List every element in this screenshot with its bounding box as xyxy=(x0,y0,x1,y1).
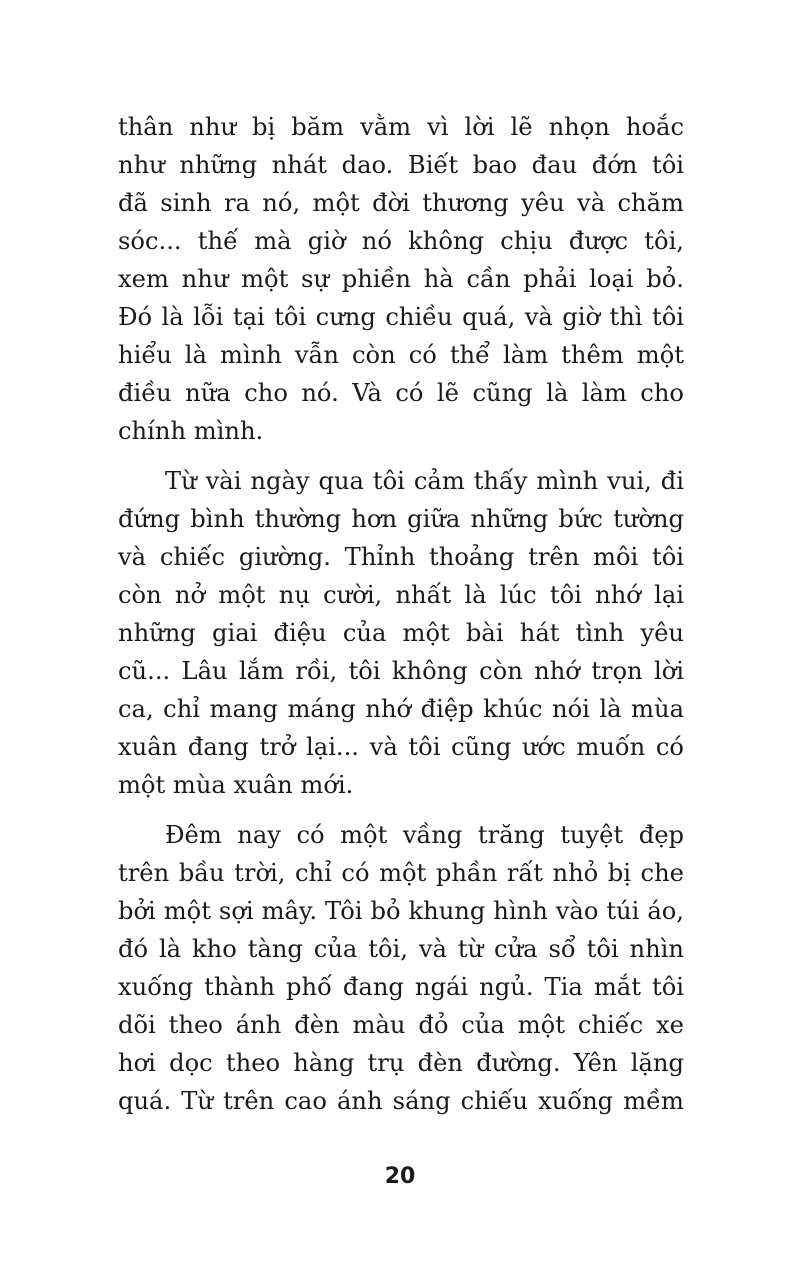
text-line: hiểu là mình vẫn còn có thể làm thêm một xyxy=(118,341,684,369)
text-line: quá. Từ trên cao ánh sáng chiếu xuống mềm xyxy=(118,1087,684,1115)
text-line: cũ... Lâu lắm rồi, tôi không còn nhớ trọn lời xyxy=(118,657,684,685)
page-number: 20 xyxy=(384,1164,416,1189)
text-line: sóc... thế mà giờ nó không chịu được tôi, xyxy=(118,227,684,255)
paragraph-gap xyxy=(118,804,684,816)
text-line: chính mình. xyxy=(118,417,264,445)
text-line: thân như bị băm vằm vì lời lẽ nhọn hoắc xyxy=(118,113,684,141)
text-line: còn nở một nụ cười, nhất là lúc tôi nhớ lại xyxy=(118,581,684,609)
text-line: ca, chỉ mang máng nhớ điệp khúc nói là mùa xyxy=(118,695,684,723)
text-line: đó là kho tàng của tôi, và từ cửa sổ tôi nhìn xyxy=(118,935,684,963)
text-line: Đêm nay có một vầng trăng tuyệt đẹp xyxy=(165,821,684,849)
text-line: hơi dọc theo hàng trụ đèn đường. Yên lặng xyxy=(118,1049,684,1077)
text-line: xuân đang trở lại... và tôi cũng ước muốn có xyxy=(118,733,684,761)
text-line: và chiếc giường. Thỉnh thoảng trên môi tôi xyxy=(118,543,684,571)
paragraph-gap xyxy=(118,450,684,462)
text-line: một mùa xuân mới. xyxy=(118,771,354,799)
text-line: dõi theo ánh đèn màu đỏ của một chiếc xe xyxy=(118,1011,684,1039)
text-line: xuống thành phố đang ngái ngủ. Tia mắt tôi xyxy=(118,973,684,1001)
text-line: đã sinh ra nó, một đời thương yêu và chăm xyxy=(118,189,684,217)
text-line: Đó là lỗi tại tôi cưng chiều quá, và giờ thì tôi xyxy=(118,303,684,331)
body-text xyxy=(118,108,684,1120)
text-line: điều nữa cho nó. Và có lẽ cũng là làm cho xyxy=(118,379,684,407)
text-line: xem như một sự phiền hà cần phải loại bỏ. xyxy=(118,265,684,293)
text-line: bởi một sợi mây. Tôi bỏ khung hình vào túi áo, xyxy=(118,897,684,925)
text-line: Từ vài ngày qua tôi cảm thấy mình vui, đi xyxy=(165,467,684,495)
text-line: đứng bình thường hơn giữa những bức tường xyxy=(118,505,684,533)
text-line: những giai điệu của một bài hát tình yêu xyxy=(118,619,684,647)
text-line: như những nhát dao. Biết bao đau đớn tôi xyxy=(118,151,684,179)
text-line: trên bầu trời, chỉ có một phần rất nhỏ bị che xyxy=(118,859,684,887)
